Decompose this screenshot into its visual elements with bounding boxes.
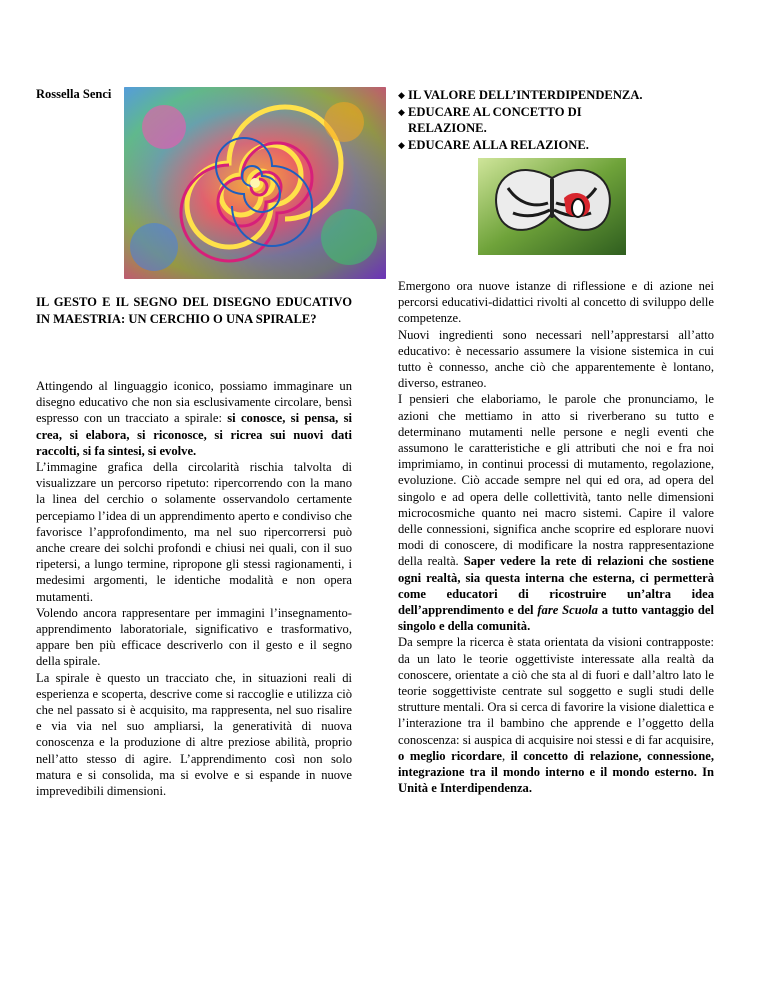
bold-text-run: il concetto di relazione, connessione, integrazione tra il mondo interno e il mondo esterno. In Unità e Interdipendenza. <box>398 748 714 796</box>
bullet-list <box>398 87 714 153</box>
bold-text-run: Saper vedere la rete di relazioni che sostiene ogni realtà, sia questa interna che esterna, ci permetterà come educatori di ricostruire un’altra idea dell’apprendimento e del <box>398 554 714 618</box>
bold-italic-text-run: fare Scuola <box>537 603 598 618</box>
right-body-text <box>398 278 714 797</box>
paragraph <box>398 391 714 634</box>
paragraph <box>36 378 352 459</box>
bullet-item <box>398 137 714 154</box>
paragraph: L’immagine grafica della circolarità rischia talvolta di visualizzare un percorso ripetuto: ripercorrendo con la mano la linea del cerchio o solamente osservandolo certamente percepiamo l’idea di un apprendimento aperto e condiviso che favorisce l’approfondimento, ma nel suo ripercorrersi può anche creare dei solchi profondi e chiusi nei quali, con il suo ripetersi, a lungo termine, ripropone gli stessi ragionamenti, i medesimi argomenti, le identiche modalità e non opera mutamenti. <box>36 460 352 604</box>
bullet-item <box>398 87 714 104</box>
left-body-text <box>36 378 352 799</box>
text-run: Da sempre la ricerca è stata orientata da visioni contrapposte: da un lato le teorie oggettiviste interessate alla realtà da conoscere, orientate a ciò che sta al di fuori e dall’altro lato le teorie soggettiviste centrate sul soggetto e sugli studi delle strutture mentali. Ora si cerca di favorire la visione dialettica e l’interazione tra il bambino che apprende e l’oggetto della conoscenza: si auspica di acquisire noi stessi e di far acquisire, <box>398 635 714 747</box>
diamond-bullet-icon: ◆ <box>398 106 405 117</box>
bold-text-run: o meglio ricordare <box>398 748 502 763</box>
bullet-item <box>398 104 714 121</box>
text-run: , <box>501 748 511 763</box>
author-name: Rossella Senci <box>36 87 112 101</box>
text-run: Attingendo al linguaggio iconico, possiamo immaginare un disegno educativo che non sia esclusivamente circolare, bensì espresso con un tracciato a spirale: <box>36 379 352 426</box>
diamond-bullet-icon: ◆ <box>398 90 405 100</box>
bullet-text: EDUCARE AL CONCETTO DI <box>408 104 582 119</box>
text-run: I pensieri che elaboriamo, le parole che pronunciamo, le azioni che mettiamo in atto si riverberano su tutto e determinano mutamenti nelle persone e negli eventi che assumono le caratteristiche e gli attributi che noi e fra noi imprimiamo, in continui processi di mutamento, regolazione, evoluzione. Ciò accade sempre nel qui ed ora, ad opera del singolo e ad opera delle collettività, tanto nelle dimensioni microcosmiche quanto nei macro sistemi. Capire il valore delle connessioni, significa anche scoprire ed esplorare nuovi modi di conoscere, di modificare la nostra rappresentazione della realtà. <box>398 392 714 569</box>
bullet-continuation: RELAZIONE. <box>408 121 487 135</box>
butterfly-image <box>478 158 626 255</box>
fractal-spiral-image <box>124 87 386 279</box>
bullet-text: EDUCARE ALLA RELAZIONE. <box>408 137 589 152</box>
bold-text-run: si conosce, si pensa, si crea, si elabora, si riconosce, si ricrea sui nuovi dati raccolti, si fa sintesi, si evolve. <box>36 411 353 458</box>
diamond-bullet-icon: ◆ <box>398 139 405 150</box>
paragraph: Volendo ancora rappresentare per immagini l’insegnamento-apprendimento laboratoriale, significativo e trasformativo, appare ben più efficace descriverlo con il gesto e il segno della spirale. <box>36 605 352 669</box>
paragraph: La spirale è questo un tracciato che, in situazioni reali di esperienza e scoperta, descrive come si raccoglie e utilizza ciò che nel passato si è acquisito, ma rappresenta, nel suo risalire e via via nel suo ampliarsi, la generatività di nuova conoscenza e la produzione di altre preziose abilità, proprio nell’atto stesso di agire. L’apprendimento così non solo matura e si consolida, ma si evolve e si espande in nuove imprevedibili dimensioni. <box>36 670 352 799</box>
article-title: IL GESTO E IL SEGNO DEL DISEGNO EDUCATIVO IN MAESTRIA: UN CERCHIO O UNA SPIRALE? <box>36 295 352 326</box>
bullet-text: IL VALORE DELL’INTERDIPENDENZA. <box>408 88 643 102</box>
bold-text-run: a tutto vantaggio del singolo e della comunità. <box>398 603 714 634</box>
paragraph <box>398 634 714 796</box>
paragraph: Emergono ora nuove istanze di riflessione e di azione nei percorsi educativi-didattici rivolti al concetto di sviluppo delle competenze. <box>398 279 714 326</box>
paragraph: Nuovi ingredienti sono necessari nell’apprestarsi all’atto educativo: è necessario assumere la visione sistemica in cui tutto è connesso, anche ciò che apparentemente è lontano, diverso, estraneo. <box>398 327 714 391</box>
